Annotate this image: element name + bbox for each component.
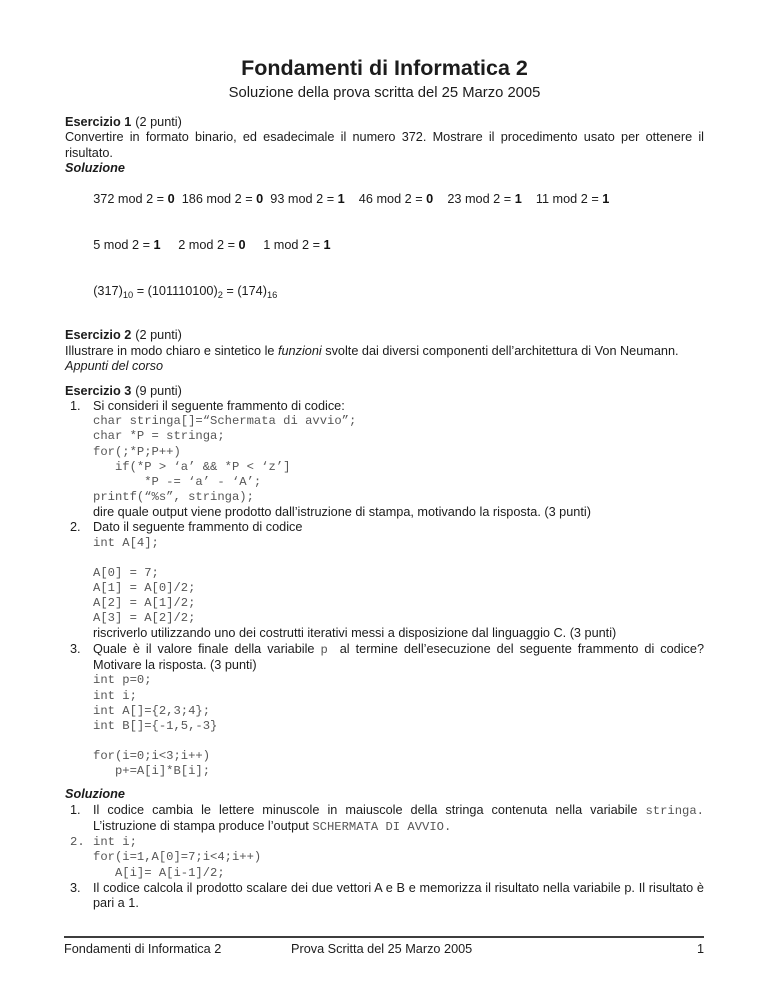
code-block-1 — [93, 414, 704, 505]
code-line — [93, 734, 704, 749]
code-line: A[2] = A[1]/2; — [93, 596, 196, 611]
code-block-2 — [93, 536, 704, 627]
conversion-result-line — [65, 269, 704, 319]
exercise1-heading-label: Esercizio 1 — [65, 115, 132, 129]
solution-text: Il codice cambia le lettere minuscole in maiuscole della stringa contenuta nella variabile — [93, 802, 646, 817]
exercise3-heading-label: Esercizio 3 — [65, 383, 132, 398]
solution-item-3 — [65, 881, 704, 912]
item-body — [93, 803, 704, 836]
lead-text: Quale è il valore finale della variabile — [93, 641, 321, 656]
result-part: = (101110100) — [133, 284, 218, 299]
exercise3-points: (9 punti) — [135, 383, 182, 398]
result-subscript: 2 — [217, 290, 223, 301]
mod-expr: 23 mod 2 = — [433, 192, 515, 207]
item-lead: Dato il seguente frammento di codice — [93, 520, 303, 535]
code-line — [93, 551, 704, 566]
code-line: int B[]={-1,5,-3} — [93, 718, 218, 733]
mod-expr: 186 mod 2 = — [174, 192, 257, 207]
solution-item-2 — [65, 835, 704, 880]
solution-label: Soluzione — [65, 787, 125, 802]
mod-item — [522, 192, 610, 206]
item-lead: Si consideri il seguente frammento di codice: — [93, 398, 345, 413]
inline-code: p — [320, 642, 328, 657]
result-part: (317) — [93, 284, 123, 299]
mod-result: 1 — [337, 192, 345, 207]
exercise2-heading — [65, 328, 704, 343]
page-title: Fondamenti di Informatica 2 — [241, 56, 528, 80]
exercise2-points: (2 punti) — [135, 328, 182, 343]
mod-result: 1 — [514, 192, 522, 207]
code-line: A[0] = 7; — [93, 565, 159, 580]
mod-expr: 1 mod 2 = — [245, 238, 324, 253]
mod-result: 0 — [238, 238, 246, 253]
solution-section — [65, 787, 704, 911]
exercise3-item-2 — [65, 520, 704, 641]
code-line: for(i=1,A[0]=7;i<4;i++) — [93, 850, 262, 865]
code-line: int p=0; — [93, 673, 152, 688]
code-line: *P -= ‘a’ - ‘A’; — [93, 474, 262, 489]
result-part: = (174) — [222, 284, 267, 299]
result-subscript: 10 — [122, 290, 134, 301]
mod-expr: 2 mod 2 = — [160, 238, 239, 253]
solution-text: L’istruzione di stampa produce l’output — [93, 818, 313, 833]
exercise1-body: Convertire in formato binario, ed esadecimale il numero 372. Mostrare il procedimento usato per ottenere il risultato. — [65, 130, 704, 160]
code-line: int i; — [93, 835, 137, 850]
code-line: for(;*P;P++) — [93, 444, 181, 459]
mod-expr: 46 mod 2 = — [344, 192, 427, 207]
code-line: A[3] = A[2]/2; — [93, 611, 196, 626]
mod-result: 1 — [602, 192, 610, 207]
mod-item — [345, 192, 434, 206]
code-line: char *P = stringa; — [93, 429, 225, 444]
exercise-2 — [65, 328, 704, 374]
code-line: p+=A[i]*B[i]; — [93, 764, 211, 779]
exercise3-item-1 — [65, 399, 704, 520]
mod-row-1 — [65, 177, 704, 223]
item-body: Il codice calcola il prodotto scalare dei due vettori A e B e memorizza il risultato nella variabile p. Il risultato è pari a 1. — [93, 880, 704, 911]
item-number: 3. — [70, 880, 81, 895]
exercise3-item-3 — [65, 642, 704, 779]
mod-item — [161, 238, 246, 252]
mod-item — [93, 238, 160, 252]
code-line: char stringa[]=“Schermata di avvio”; — [93, 414, 357, 429]
mod-expr: 11 mod 2 = — [521, 192, 603, 207]
inline-code: SCHERMATA DI AVVIO. — [312, 819, 452, 834]
body-italic-word: funzioni — [277, 343, 322, 358]
code-block-solution — [93, 835, 704, 880]
mod-item — [93, 192, 174, 206]
code-line: int i; — [93, 688, 137, 703]
code-line: if(*P > ‘a’ && *P < ‘z’] — [93, 459, 291, 474]
mod-expr: 372 mod 2 = — [93, 192, 168, 207]
mod-item — [433, 192, 522, 206]
mod-item — [175, 192, 264, 206]
exercise1-heading — [65, 115, 704, 130]
code-line: int A[]={2,3;4}; — [93, 703, 211, 718]
code-line: A[1] = A[0]/2; — [93, 580, 196, 595]
mod-result: 0 — [167, 192, 175, 207]
item-body — [93, 399, 704, 520]
footer-page-number: 1 — [696, 942, 704, 956]
mod-expr: 5 mod 2 = — [93, 238, 154, 253]
lead-text: al termine dell’esecuzione del seguente frammento di codice? Motivare la risposta. (3 punti) — [93, 641, 704, 673]
mod-result: 0 — [256, 192, 264, 207]
item-tail: dire quale output viene prodotto dall’istruzione di stampa, motivando la risposta. (3 punti) — [93, 504, 591, 519]
item-number: 1. — [70, 398, 81, 413]
exercise1-points: (2 punti) — [135, 115, 182, 129]
item-tail: riscriverlo utilizzando uno dei costrutti iterativi messi a disposizione dal linguaggio C. (3 punti) — [93, 626, 617, 641]
code-line: A[i]= A[i-1]/2; — [93, 865, 225, 880]
mod-item — [263, 192, 344, 206]
page-footer — [64, 936, 704, 957]
exercise-1 — [65, 115, 704, 319]
exercise2-heading-label: Esercizio 2 — [65, 328, 132, 343]
item-lead — [93, 642, 704, 674]
mod-expr: 93 mod 2 = — [263, 192, 338, 207]
exercise3-heading — [65, 384, 704, 399]
course-notes: Appunti del corso — [65, 359, 164, 374]
mod-result: 1 — [153, 238, 161, 253]
code-block-3 — [93, 673, 704, 779]
inline-code: stringa. — [645, 803, 704, 818]
item-body — [93, 642, 704, 779]
exercise2-body — [65, 344, 704, 359]
item-number: 1. — [70, 802, 81, 817]
code-line: printf(“%s”, stringa); — [93, 489, 254, 504]
code-line: int A[4]; — [93, 535, 159, 550]
mod-row-2 — [65, 223, 704, 269]
mod-item — [246, 238, 331, 252]
item-body — [93, 835, 704, 880]
page-subtitle: Soluzione della prova scritta del 25 Marzo 2005 — [228, 85, 541, 101]
exercise1-solution-label: Soluzione — [65, 161, 125, 176]
item-number: 2. — [70, 520, 81, 535]
mod-result: 0 — [426, 192, 434, 207]
item-number: 2. — [70, 835, 85, 850]
body-text: Illustrare in modo chiaro e sintetico le — [65, 343, 278, 358]
result-subscript: 16 — [266, 290, 278, 301]
body-text: svolte dai diversi componenti dell’architettura di Von Neumann. — [321, 343, 679, 358]
exercise-3 — [65, 384, 704, 780]
solution-item-1 — [65, 803, 704, 836]
item-body — [93, 520, 704, 641]
code-line: for(i=0;i<3;i++) — [93, 748, 211, 763]
item-number: 3. — [70, 641, 81, 656]
footer-center: Prova Scritta del 25 Marzo 2005 — [291, 942, 473, 956]
footer-left: Fondamenti di Informatica 2 — [64, 942, 222, 956]
mod-result: 1 — [323, 238, 331, 253]
